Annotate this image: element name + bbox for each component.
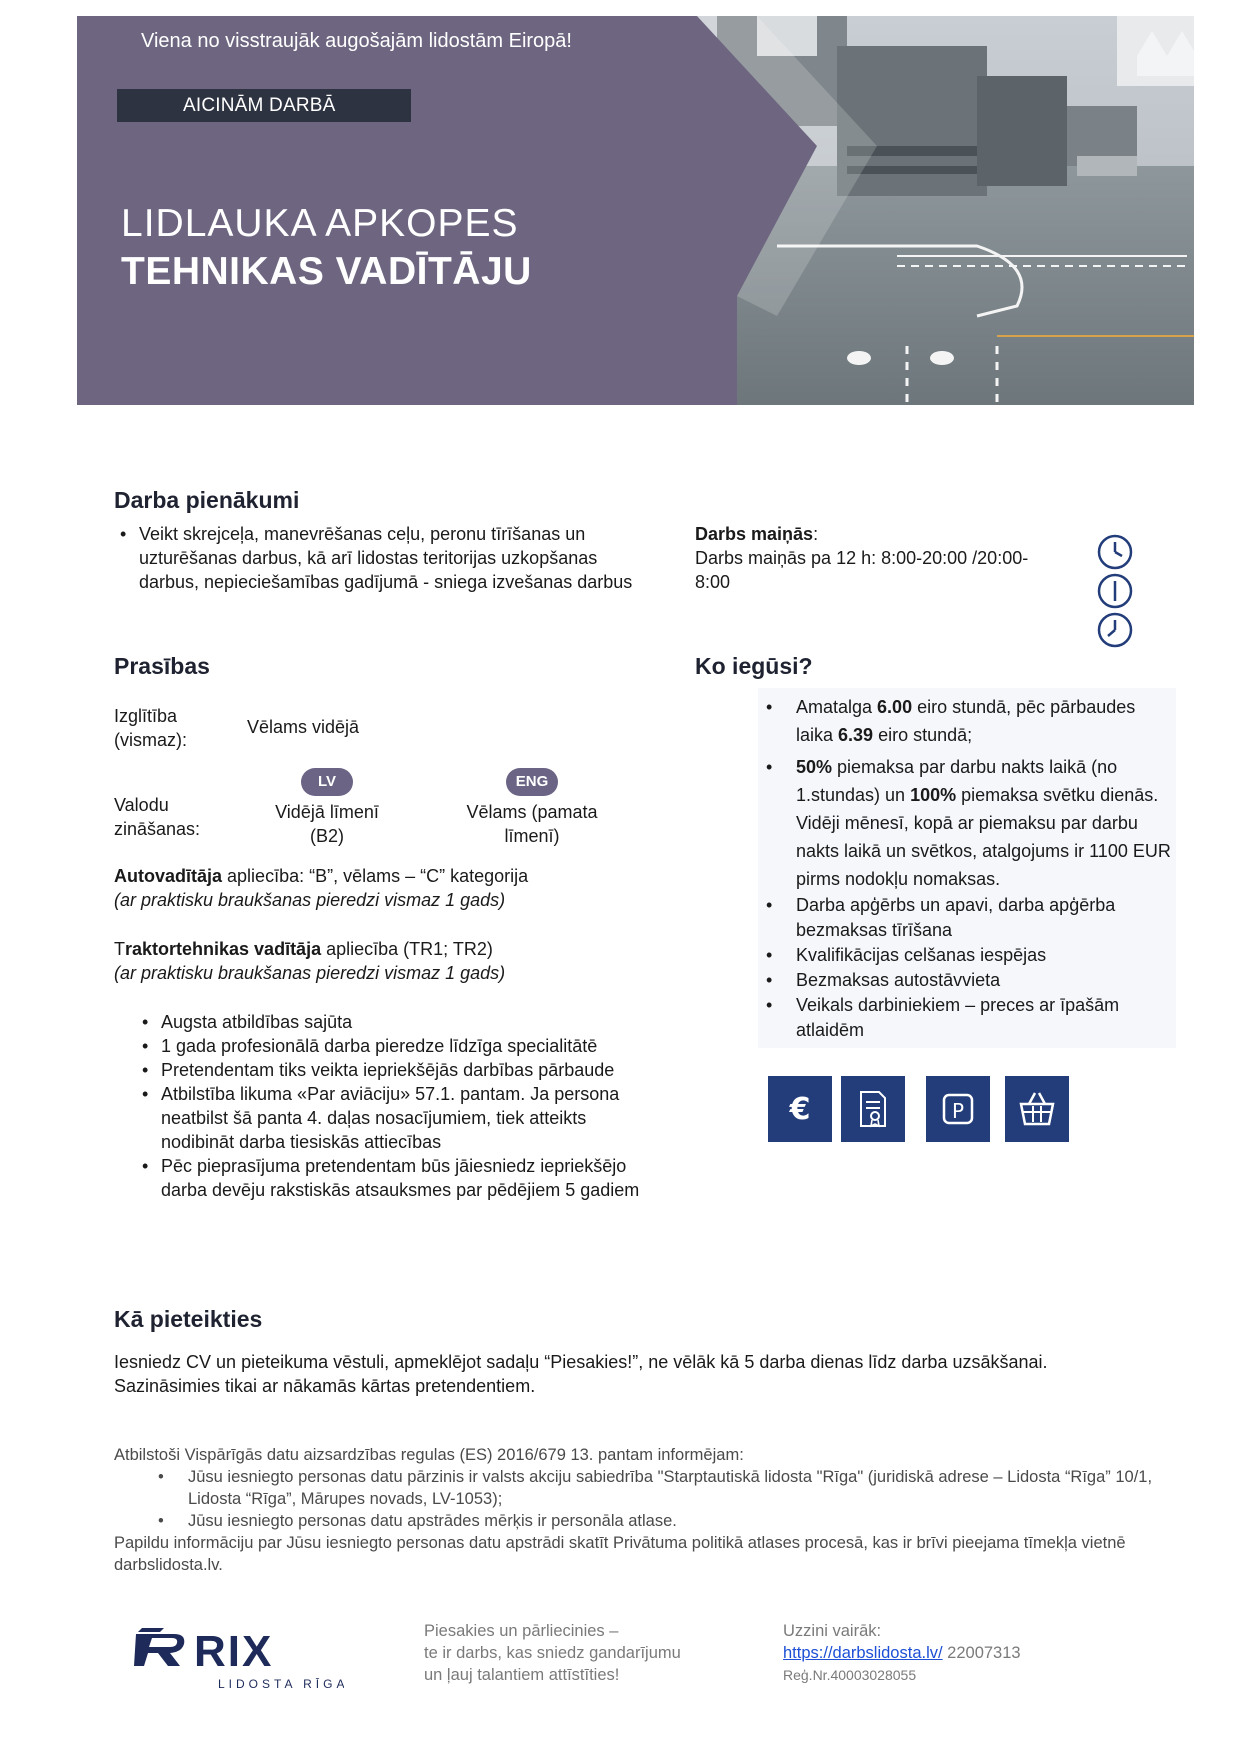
svg-text:€: €: [789, 1092, 811, 1127]
footer-slogan: [424, 1620, 681, 1686]
list-item: • Jūsu iesniegto personas datu pārzinis ir valsts akciju sabiedrība "Starptautiskā lidosta "Rīga" (juridiskā adrese – Lidosta “Rīga” 10/1, Lidosta “Rīga”, Mārupes novads, LV-1053);: [150, 1466, 1184, 1510]
apply-text: Iesniedz CV un pieteikuma vēstuli, apmeklējot sadaļu “Piesakies!”, ne vēlāk kā 5 darba dienas līdz darba uzsākšanai. Sazināsimies tikai ar nākamās kārtas pretendentiem.: [114, 1352, 1048, 1396]
clock-icon: [1096, 611, 1134, 649]
language-level: Vēlams (pamata līmenī): [466, 802, 598, 846]
gdpr-list: [114, 1466, 1184, 1532]
language-lv: [257, 768, 397, 848]
list-item: • Atbilstība likuma «Par aviāciju» 57.1. pantam. Ja persona neatbilst šā panta 4. daļas nosacījumiem, tiek atteikts nodibināt darba tiesiskās attiecības: [136, 1082, 656, 1154]
list-item: • Bezmaksas autostāvvieta: [760, 968, 1175, 993]
license-note: (ar praktisku braukšanas pieredzi vismaz 1 gads): [114, 963, 506, 983]
document-icon: [841, 1076, 905, 1142]
clock-icons: [1096, 533, 1134, 654]
education-label: Izglītība (vismaz):: [114, 706, 187, 750]
hero-tagline: Viena no visstraujāk augošajām lidostām Eiropā!: [141, 30, 572, 52]
benefits-list: [760, 693, 1175, 1043]
language-code-badge: ENG: [506, 768, 558, 796]
slogan-line: un ļauj talantiem attīstīties!: [424, 1666, 620, 1684]
language-eng: [452, 768, 612, 848]
phone-number: 22007313: [942, 1644, 1021, 1662]
requirements-heading: Prasības: [114, 653, 210, 679]
benefit-icons: [768, 1076, 1080, 1142]
salary-rate: 6.00: [877, 697, 913, 717]
shift-text: Darbs maiņās pa 12 h: 8:00-20:00 /20:00-8:00: [695, 548, 1029, 592]
shift-heading-colon: :: [813, 524, 819, 544]
list-item: • Veikt skrejceļa, manevrēšanas ceļu, peronu tīrīšanas un uzturēšanas darbus, kā arī lidostas teritorijas uzkopšanas darbus, nepieciešamības gadījumā - sniega izvešanas darbus: [114, 522, 634, 594]
shift-heading: [695, 522, 818, 546]
list-item-bonus: [760, 753, 1175, 893]
license-detail: apliecība (TR1; TR2): [321, 939, 493, 959]
clock-icon: [1096, 533, 1134, 571]
list-item: • Pēc pieprasījuma pretendentam būs jāiesniedz iepriekšējo darba devēju rakstiskās atsauksmes par pēdējiem 5 gadiem: [136, 1154, 656, 1202]
logo-text: RIX: [194, 1627, 274, 1676]
registration-number: Reģ.Nr.40003028055: [783, 1667, 917, 1683]
tractor-license: [114, 937, 634, 985]
salary-text: Amatalga: [796, 697, 878, 717]
parking-icon: [926, 1076, 990, 1142]
language-code-badge: LV: [301, 768, 353, 796]
more-label: Uzzini vairāk:: [783, 1622, 882, 1640]
job-title-line1: LIDLAUKA APKOPES: [121, 202, 519, 245]
hiring-badge: AICINĀM DARBĀ: [117, 89, 411, 122]
bonus-text: piemaksa svētku dienās. Vidēji mēnesī, kopā ar piemaksu par darbu nakts laikā un svētkos, atalgojums ir 1100 EUR pirms nodokļu nomaksas.: [796, 785, 1171, 889]
license-type: Autovadītāja: [114, 866, 223, 886]
list-item: • Jūsu iesniegto personas datu apstrādes mērķis ir personāla atlase.: [150, 1510, 1184, 1532]
duties-heading: Darba pienākumi: [114, 487, 300, 513]
night-bonus: 50%: [796, 757, 833, 777]
gdpr-outro: Papildu informāciju par Jūsu iesniegto personas datu apstrādi skatīt Privātuma politikā atlases procesā, kas ir brīvi pieejama tīmekļa vietnē darbslidosta.lv.: [114, 1534, 1126, 1574]
website-link[interactable]: https://darbslidosta.lv/: [783, 1644, 943, 1662]
driver-license: [114, 864, 634, 912]
gdpr-notice: [114, 1444, 1184, 1576]
list-item: • Veikals darbiniekiem – preces ar īpašām atlaidēm: [760, 993, 1175, 1043]
salary-rate: 6.39: [838, 725, 874, 745]
requirements-list: [136, 1010, 656, 1202]
bonus-text: piemaksa par darbu nakts laikā (no 1.stundas) un: [796, 757, 1118, 805]
list-item: • Pretendentam tiks veikta iepriekšējās darbības pārbaude: [136, 1058, 656, 1082]
license-type: raktortehnikas vadītāja: [125, 939, 322, 959]
job-title-line2: TEHNIKAS VADĪTĀJU: [121, 250, 532, 293]
svg-text:P: P: [951, 1099, 965, 1123]
shopping-basket-icon: [1005, 1076, 1069, 1142]
slogan-line: te ir darbs, kas sniedz gandarījumu: [424, 1644, 681, 1662]
euro-icon: [768, 1076, 832, 1142]
duties-list: [114, 522, 634, 594]
list-item: • Kvalifikācijas celšanas iespējas: [760, 943, 1175, 968]
list-item: • Augsta atbildības sajūta: [136, 1010, 656, 1034]
holiday-bonus: 100%: [910, 785, 957, 805]
clock-icon: [1096, 572, 1134, 610]
license-detail: apliecība: “B”, vēlams – “C” kategorija: [222, 866, 529, 886]
education-value: Vēlams vidējā: [247, 717, 360, 737]
list-item: • 1 gada profesionālā darba pieredze līdzīga specialitātē: [136, 1034, 656, 1058]
footer-contact: [783, 1620, 1021, 1686]
salary-text: eiro stundā;: [873, 725, 973, 745]
rix-logo: [134, 1626, 344, 1696]
apply-heading: Kā pieteikties: [114, 1306, 263, 1332]
slogan-line: Piesakies un pārliecinies –: [424, 1622, 619, 1640]
language-level: Vidējā līmenī (B2): [275, 802, 379, 846]
logo-subtext: LIDOSTA RĪGA: [218, 1677, 344, 1691]
salary-text: eiro stundā, pēc pārbaudes laika: [796, 697, 1136, 745]
benefits-heading: Ko iegūsi?: [695, 653, 813, 679]
gdpr-intro: Atbilstoši Vispārīgās datu aizsardzības regulas (ES) 2016/679 13. pantam informējam:: [114, 1446, 744, 1464]
hero-banner: [77, 16, 1194, 405]
list-item: • Darba apģērbs un apavi, darba apģērba bezmaksas tīrīšana: [760, 893, 1175, 943]
languages-label: Valodu zināšanas:: [114, 795, 201, 839]
license-note: (ar praktisku braukšanas pieredzi vismaz 1 gads): [114, 890, 506, 910]
shift-heading-text: Darbs maiņās: [695, 524, 814, 544]
license-prefix: T: [114, 939, 125, 959]
list-item-salary: [760, 693, 1175, 749]
